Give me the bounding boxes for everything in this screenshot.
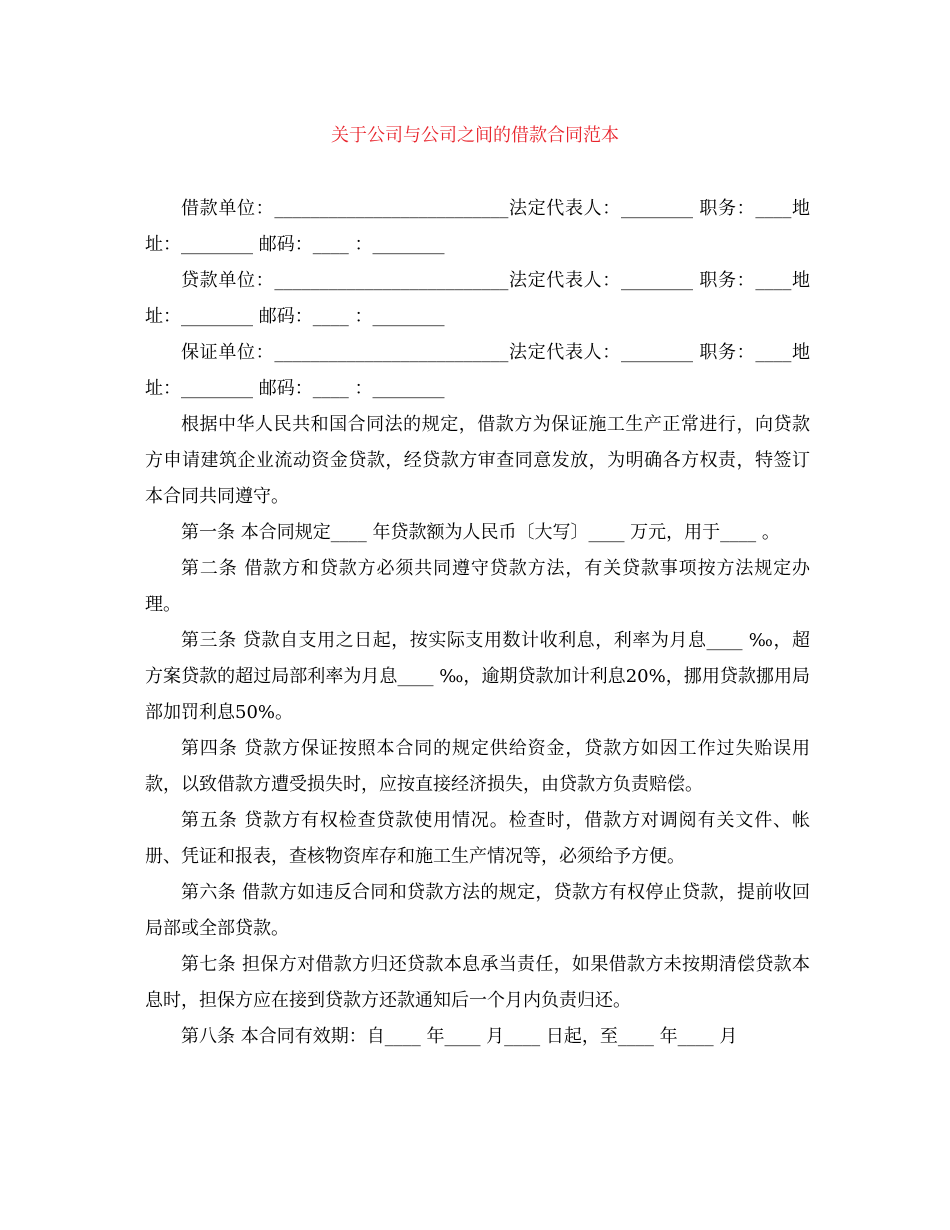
preamble-paragraph: 根据中华人民共和国合同法的规定，借款方为保证施工生产正常进行，向贷款方申请建筑企业流动资金贷款，经贷款方审查同意发放，为明确各方权责，特签订本合同共同遵守。: [145, 414, 810, 507]
article-3-paragraph: 第三条 贷款自支用之日起，按实际支用数计收利息，利率为月息____ ‰，超方案贷款的超过局部利率为月息____ ‰，逾期贷款加计利息20%，挪用贷款挪用局部加罚利息50%。: [145, 630, 810, 723]
guarantor-info-paragraph: 保证单位：__________________________法定代表人：________ 职务：____地址：________ 邮码：____ ：________: [145, 342, 810, 399]
borrower-info-paragraph: 借款单位：__________________________法定代表人：________ 职务：____地址：________ 邮码：____ ：________: [145, 198, 810, 255]
article-4-paragraph: 第四条 贷款方保证按照本合同的规定供给资金，贷款方如因工作过失贻误用款，以致借款方遭受损失时，应按直接经济损失，由贷款方负责赔偿。: [145, 738, 810, 795]
article-7-paragraph: 第七条 担保方对借款方归还贷款本息承当责任，如果借款方未按期清偿贷款本息时，担保方应在接到贷款方还款通知后一个月内负责归还。: [145, 954, 810, 1011]
article-8-paragraph: 第八条 本合同有效期：自____ 年____ 月____ 日起，至____ 年____ 月: [181, 1026, 738, 1047]
document-body: [145, 191, 810, 1055]
article-1-paragraph: 第一条 本合同规定____ 年贷款额为人民币〔大写〕____ 万元，用于____ 。: [181, 522, 780, 543]
lender-info-paragraph: 贷款单位：__________________________法定代表人：________ 职务：____地址：________ 邮码：____ ：________: [145, 270, 810, 327]
article-2-paragraph: 第二条 借款方和贷款方必须共同遵守贷款方法，有关贷款事项按方法规定办理。: [145, 558, 810, 615]
article-5-paragraph: 第五条 贷款方有权检查贷款使用情况。检查时，借款方对调阅有关文件、帐册、凭证和报表，查核物资库存和施工生产情况等，必须给予方便。: [145, 810, 810, 867]
article-6-paragraph: 第六条 借款方如违反合同和贷款方法的规定，贷款方有权停止贷款，提前收回局部或全部贷款。: [145, 882, 810, 939]
document-title: 关于公司与公司之间的借款合同范本: [331, 125, 619, 146]
